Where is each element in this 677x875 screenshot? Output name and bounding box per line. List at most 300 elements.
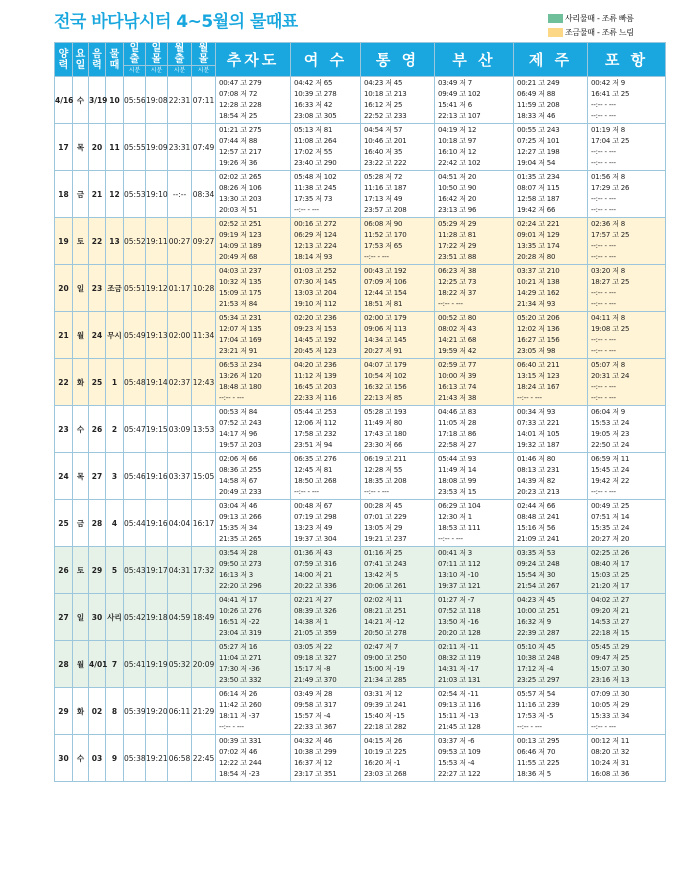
cell-moonrise: 01:17 bbox=[168, 265, 192, 312]
tide-cell bbox=[588, 312, 666, 359]
tide-entry: 17:53 저 -5 bbox=[517, 712, 554, 720]
tide-entry: 17:53 저 65 bbox=[364, 242, 403, 250]
port-header: 여 수 bbox=[291, 43, 361, 77]
tide-entry: 03:05 저 22 bbox=[294, 643, 333, 651]
tide-entry: 18:22 저 37 bbox=[438, 289, 477, 297]
tide-entry: 00:48 저 67 bbox=[294, 502, 333, 510]
tide-entry: 00:42 저 9 bbox=[591, 79, 626, 87]
tide-entry: --:-- - --- bbox=[591, 289, 616, 297]
tide-entry: 04:07 고 179 bbox=[364, 361, 407, 369]
tide-entry: 22:52 고 233 bbox=[364, 112, 407, 120]
tide-entry: 06:29 저 124 bbox=[294, 231, 337, 239]
tide-entry: 22:20 고 296 bbox=[219, 582, 262, 590]
tide-cell bbox=[291, 735, 361, 782]
unit-label: 시분 bbox=[146, 66, 168, 77]
tide-cell bbox=[514, 406, 588, 453]
tide-entry: 03:49 저 7 bbox=[438, 79, 473, 87]
tide-entry: 09:24 고 248 bbox=[517, 560, 560, 568]
cell-sunset: 19:16 bbox=[146, 453, 168, 500]
cell-moonrise: 06:58 bbox=[168, 735, 192, 782]
tide-entry: 15:41 저 6 bbox=[438, 101, 473, 109]
cell-lunar: 24 bbox=[89, 312, 106, 359]
tide-entry: --:-- - --- bbox=[591, 253, 616, 261]
tide-entry: 15:40 저 -15 bbox=[364, 712, 405, 720]
tide-entry: 02:47 저 7 bbox=[364, 643, 399, 651]
tide-entry: 13:35 고 174 bbox=[517, 242, 560, 250]
tide-entry: 10:00 저 39 bbox=[438, 372, 477, 380]
tide-entry: 13:23 저 49 bbox=[294, 524, 333, 532]
tide-entry: 13:15 저 123 bbox=[517, 372, 560, 380]
tide-entry: 21:45 고 128 bbox=[438, 723, 481, 731]
tide-cell bbox=[291, 359, 361, 406]
tide-entry: 07:52 고 118 bbox=[438, 607, 481, 615]
tide-entry: 17:02 저 55 bbox=[294, 148, 333, 156]
cell-solar: 29 bbox=[55, 688, 73, 735]
tide-entry: 23:50 고 332 bbox=[219, 676, 262, 684]
tide-cell bbox=[216, 641, 291, 688]
tide-entry: 09:23 저 153 bbox=[294, 325, 337, 333]
cell-sunset: 19:08 bbox=[146, 77, 168, 124]
tide-cell bbox=[435, 453, 514, 500]
tide-cell bbox=[588, 688, 666, 735]
tide-entry: 11:49 저 80 bbox=[364, 419, 403, 427]
cell-lunar: 23 bbox=[89, 265, 106, 312]
tide-entry: 04:03 고 237 bbox=[219, 267, 262, 275]
unit-label: 시분 bbox=[124, 66, 146, 77]
port-header: 부 산 bbox=[435, 43, 514, 77]
tide-entry: 14:31 저 -17 bbox=[438, 665, 479, 673]
tide-cell bbox=[361, 500, 435, 547]
tide-entry: 12:45 저 81 bbox=[294, 466, 333, 474]
tide-cell bbox=[588, 77, 666, 124]
cell-solar: 24 bbox=[55, 453, 73, 500]
tide-entry: 00:28 저 45 bbox=[364, 502, 403, 510]
tide-entry: --:-- - --- bbox=[219, 394, 244, 402]
tide-entry: 16:13 저 3 bbox=[219, 571, 254, 579]
tide-entry: 09:49 고 102 bbox=[438, 90, 481, 98]
cell-moonset: 15:05 bbox=[192, 453, 216, 500]
port-header: 제 주 bbox=[514, 43, 588, 77]
cell-lunar: 22 bbox=[89, 218, 106, 265]
tide-entry: 14:39 저 82 bbox=[517, 477, 556, 485]
tide-entry: 23:57 고 208 bbox=[364, 206, 407, 214]
column-header-char: 몰 bbox=[151, 54, 162, 65]
tide-entry: 16:42 저 20 bbox=[438, 195, 477, 203]
tide-entry: --:-- - --- bbox=[591, 101, 616, 109]
tide-entry: 05:34 고 231 bbox=[219, 314, 262, 322]
cell-solar: 25 bbox=[55, 500, 73, 547]
tide-entry: 00:12 저 11 bbox=[591, 737, 630, 745]
tide-entry: 16:13 고 74 bbox=[438, 383, 477, 391]
cell-moonset: 18:49 bbox=[192, 594, 216, 641]
header-row bbox=[55, 43, 666, 66]
tide-entry: 19:10 저 112 bbox=[294, 300, 337, 308]
tide-entry: 08:02 저 43 bbox=[438, 325, 477, 333]
tide-cell bbox=[435, 218, 514, 265]
tide-entry: 15:17 저 -8 bbox=[294, 665, 331, 673]
legend-neap-tide bbox=[548, 27, 670, 38]
tide-cell bbox=[435, 171, 514, 218]
tide-entry: 12:02 저 136 bbox=[517, 325, 560, 333]
cell-sunrise: 05:43 bbox=[124, 547, 146, 594]
tide-entry: 21:49 고 370 bbox=[294, 676, 337, 684]
tide-entry: 13:50 저 -16 bbox=[438, 618, 479, 626]
tide-entry: 15:09 고 175 bbox=[219, 289, 262, 297]
tide-entry: 00:13 고 295 bbox=[517, 737, 560, 745]
cell-mul: 13 bbox=[106, 218, 124, 265]
tide-entry: 05:13 저 81 bbox=[294, 126, 333, 134]
tide-entry: 11:42 고 260 bbox=[219, 701, 262, 709]
tide-cell bbox=[514, 171, 588, 218]
tide-entry: 23:25 고 297 bbox=[517, 676, 560, 684]
tide-cell bbox=[514, 735, 588, 782]
tide-entry: 20:22 고 336 bbox=[294, 582, 337, 590]
legend-label: 사리물때 - 조류 빠름 bbox=[565, 14, 634, 23]
tide-entry: 00:55 고 243 bbox=[517, 126, 560, 134]
column-header-char: 출 bbox=[129, 54, 140, 65]
tide-cell bbox=[291, 171, 361, 218]
cell-sunrise: 05:42 bbox=[124, 594, 146, 641]
tide-entry: 09:50 고 273 bbox=[219, 560, 262, 568]
tide-entry: --:-- - --- bbox=[438, 300, 463, 308]
tide-cell bbox=[588, 641, 666, 688]
tide-entry: --:-- - --- bbox=[438, 535, 463, 543]
tide-cell bbox=[514, 453, 588, 500]
tide-entry: 14:00 저 21 bbox=[294, 571, 333, 579]
tide-entry: 04:23 저 45 bbox=[364, 79, 403, 87]
cell-moonset: 08:34 bbox=[192, 171, 216, 218]
tide-entry: 20:03 저 51 bbox=[219, 206, 258, 214]
tide-entry: 07:44 저 88 bbox=[219, 137, 258, 145]
tide-entry: 10:39 고 278 bbox=[294, 90, 337, 98]
unit-label: 시분 bbox=[192, 66, 216, 77]
column-header-char: 력 bbox=[92, 59, 102, 71]
cell-weekday: 월 bbox=[73, 312, 89, 359]
tide-entry: 06:49 저 88 bbox=[517, 90, 556, 98]
tide-entry: 19:57 고 203 bbox=[219, 441, 262, 449]
cell-moonrise: 22:31 bbox=[168, 77, 192, 124]
tide-entry: 23:51 고 88 bbox=[438, 253, 477, 261]
tide-cell bbox=[361, 688, 435, 735]
cell-solar: 21 bbox=[55, 312, 73, 359]
tide-entry: 02:54 저 -11 bbox=[438, 690, 479, 698]
tide-entry: 23:08 고 305 bbox=[294, 112, 337, 120]
tide-entry: 05:44 고 93 bbox=[438, 455, 477, 463]
tide-entry: 22:33 고 367 bbox=[294, 723, 337, 731]
tide-entry: 16:51 저 -22 bbox=[219, 618, 260, 626]
tide-entry: 23:22 고 222 bbox=[364, 159, 407, 167]
tide-entry: 16:27 고 156 bbox=[517, 336, 560, 344]
tide-entry: 13:26 저 120 bbox=[219, 372, 262, 380]
cell-solar: 26 bbox=[55, 547, 73, 594]
cell-sunset: 19:16 bbox=[146, 500, 168, 547]
tide-cell bbox=[216, 453, 291, 500]
cell-sunset: 19:12 bbox=[146, 265, 168, 312]
tide-entry: 01:35 고 234 bbox=[517, 173, 560, 181]
tide-entry: 03:49 저 28 bbox=[294, 690, 333, 698]
tide-entry: 11:12 저 139 bbox=[294, 372, 337, 380]
tide-entry: 12:57 고 217 bbox=[219, 148, 262, 156]
tide-entry: 09:01 저 129 bbox=[517, 231, 560, 239]
tide-entry: --:-- - --- bbox=[591, 195, 616, 203]
column-header-char: 물 bbox=[109, 48, 120, 60]
cell-moonset: 21:29 bbox=[192, 688, 216, 735]
cell-sunrise: 05:39 bbox=[124, 688, 146, 735]
tide-entry: 09:19 저 123 bbox=[219, 231, 262, 239]
tide-cell bbox=[361, 594, 435, 641]
tide-entry: 15:53 고 24 bbox=[591, 419, 630, 427]
tide-entry: 05:28 고 193 bbox=[364, 408, 407, 416]
tide-entry: 07:59 고 316 bbox=[294, 560, 337, 568]
tide-entry: 20:31 고 24 bbox=[591, 372, 630, 380]
tide-cell bbox=[435, 500, 514, 547]
tide-entry: 06:08 저 90 bbox=[364, 220, 403, 228]
cell-sunrise: 05:44 bbox=[124, 500, 146, 547]
table-row bbox=[55, 688, 666, 735]
tide-cell bbox=[435, 359, 514, 406]
tide-cell bbox=[514, 218, 588, 265]
tide-entry: --:-- - --- bbox=[517, 394, 542, 402]
tide-entry: 04:42 저 65 bbox=[294, 79, 333, 87]
tide-entry: 06:46 저 70 bbox=[517, 748, 556, 756]
cell-moonset: 07:11 bbox=[192, 77, 216, 124]
tide-entry: 02:25 고 26 bbox=[591, 549, 630, 557]
cell-moonrise: 00:27 bbox=[168, 218, 192, 265]
tide-cell bbox=[514, 359, 588, 406]
tide-entry: 13:30 고 203 bbox=[219, 195, 262, 203]
tide-cell bbox=[291, 265, 361, 312]
tide-entry: 11:04 고 271 bbox=[219, 654, 262, 662]
tide-entry: 03:37 고 210 bbox=[517, 267, 560, 275]
tide-entry: 18:24 고 167 bbox=[517, 383, 560, 391]
tide-entry: 07:51 저 14 bbox=[591, 513, 630, 521]
cell-weekday: 화 bbox=[73, 688, 89, 735]
cell-lunar: 20 bbox=[89, 124, 106, 171]
tide-entry: 17:57 고 25 bbox=[591, 231, 630, 239]
tide-entry: 08:26 저 106 bbox=[219, 184, 262, 192]
tide-entry: 16:40 저 35 bbox=[364, 148, 403, 156]
tide-entry: 04:02 고 27 bbox=[591, 596, 630, 604]
tide-entry: 06:23 저 38 bbox=[438, 267, 477, 275]
tide-entry: 22:58 저 27 bbox=[438, 441, 477, 449]
cell-sunrise: 05:52 bbox=[124, 218, 146, 265]
tide-cell bbox=[361, 312, 435, 359]
tide-entry: 23:03 고 268 bbox=[364, 770, 407, 778]
tide-entry: 00:53 저 84 bbox=[219, 408, 258, 416]
tide-entry: 19:42 저 66 bbox=[517, 206, 556, 214]
tide-entry: 01:36 저 43 bbox=[294, 549, 333, 557]
tide-entry: 05:48 저 102 bbox=[294, 173, 337, 181]
tide-cell bbox=[514, 500, 588, 547]
tide-entry: 23:53 저 15 bbox=[438, 488, 477, 496]
tide-entry: 08:07 저 115 bbox=[517, 184, 560, 192]
tide-entry: 21:03 고 131 bbox=[438, 676, 481, 684]
cell-mul: 조금 bbox=[106, 265, 124, 312]
cell-moonrise: --:-- bbox=[168, 171, 192, 218]
tide-cell bbox=[588, 265, 666, 312]
tide-entry: 16:32 저 9 bbox=[517, 618, 552, 626]
tide-entry: 05:44 고 253 bbox=[294, 408, 337, 416]
tide-entry: 07:02 저 46 bbox=[219, 748, 258, 756]
tide-entry: 18:27 고 25 bbox=[591, 278, 630, 286]
cell-sunrise: 05:41 bbox=[124, 641, 146, 688]
tide-entry: 02:52 고 251 bbox=[219, 220, 262, 228]
tide-entry: 19:42 저 22 bbox=[591, 477, 630, 485]
tide-cell bbox=[361, 359, 435, 406]
tide-entry: 16:45 고 203 bbox=[294, 383, 337, 391]
tide-entry: 14:01 저 105 bbox=[517, 430, 560, 438]
tide-cell bbox=[216, 312, 291, 359]
tide-entry: 23:40 고 290 bbox=[294, 159, 337, 167]
cell-weekday: 일 bbox=[73, 265, 89, 312]
tide-entry: 11:08 고 264 bbox=[294, 137, 337, 145]
tide-entry: 02:02 고 265 bbox=[219, 173, 262, 181]
tide-entry: 15:16 저 56 bbox=[517, 524, 556, 532]
cell-lunar: 4/01 bbox=[89, 641, 106, 688]
tide-entry: 02:36 저 8 bbox=[591, 220, 626, 228]
cell-sunrise: 05:47 bbox=[124, 406, 146, 453]
tide-entry: 12:25 고 73 bbox=[438, 278, 477, 286]
table-row bbox=[55, 547, 666, 594]
tide-entry: 07:33 고 221 bbox=[517, 419, 560, 427]
cell-sunrise: 05:46 bbox=[124, 453, 146, 500]
column-header bbox=[89, 43, 106, 77]
cell-moonrise: 05:32 bbox=[168, 641, 192, 688]
tide-entry: 07:52 고 243 bbox=[219, 419, 262, 427]
tide-entry: 21:54 고 267 bbox=[517, 582, 560, 590]
tide-entry: 23:17 고 351 bbox=[294, 770, 337, 778]
tide-cell bbox=[291, 312, 361, 359]
tide-entry: 15:07 고 30 bbox=[591, 665, 630, 673]
tide-entry: 11:28 고 81 bbox=[438, 231, 477, 239]
tide-entry: 12:13 고 224 bbox=[294, 242, 337, 250]
tide-cell bbox=[361, 641, 435, 688]
cell-lunar: 3/19 bbox=[89, 77, 106, 124]
tide-entry: 10:54 저 102 bbox=[364, 372, 407, 380]
tide-cell bbox=[435, 735, 514, 782]
tide-entry: --:-- - --- bbox=[364, 488, 389, 496]
tide-entry: 13:42 저 5 bbox=[364, 571, 399, 579]
column-header-char: 출 bbox=[174, 54, 185, 65]
tide-entry: --:-- - --- bbox=[591, 242, 616, 250]
tide-entry: 21:09 고 241 bbox=[517, 535, 560, 543]
tide-entry: 08:39 고 326 bbox=[294, 607, 337, 615]
tide-entry: 23:30 저 66 bbox=[364, 441, 403, 449]
cell-solar: 30 bbox=[55, 735, 73, 782]
tide-entry: 07:25 저 101 bbox=[517, 137, 560, 145]
tide-entry: 17:18 고 86 bbox=[438, 430, 477, 438]
tide-entry: 11:16 고 187 bbox=[364, 184, 407, 192]
tide-entry: 18:48 고 180 bbox=[219, 383, 262, 391]
cell-weekday: 토 bbox=[73, 547, 89, 594]
tide-entry: 01:21 고 275 bbox=[219, 126, 262, 134]
cell-moonset: 11:34 bbox=[192, 312, 216, 359]
tide-cell bbox=[588, 453, 666, 500]
tide-entry: 21:34 저 93 bbox=[517, 300, 556, 308]
tide-cell bbox=[435, 312, 514, 359]
cell-mul: 7 bbox=[106, 641, 124, 688]
cell-weekday: 수 bbox=[73, 406, 89, 453]
tide-cell bbox=[514, 688, 588, 735]
tide-entry: 11:55 고 225 bbox=[517, 759, 560, 767]
tide-entry: 00:49 고 25 bbox=[591, 502, 630, 510]
tide-cell bbox=[514, 265, 588, 312]
cell-moonset: 07:49 bbox=[192, 124, 216, 171]
tide-entry: 07:30 저 145 bbox=[294, 278, 337, 286]
column-header-char: 력 bbox=[58, 59, 69, 71]
tide-cell bbox=[514, 594, 588, 641]
tide-entry: 04:19 저 12 bbox=[438, 126, 477, 134]
tide-cell bbox=[435, 265, 514, 312]
column-header-char: 때 bbox=[109, 59, 120, 71]
tide-entry: 14:45 고 192 bbox=[294, 336, 337, 344]
tide-entry: 08:20 고 32 bbox=[591, 748, 630, 756]
column-header bbox=[168, 43, 192, 66]
tide-entry: 18:54 저 -23 bbox=[219, 770, 260, 778]
tide-entry: 02:59 고 77 bbox=[438, 361, 477, 369]
cell-lunar: 26 bbox=[89, 406, 106, 453]
cell-sunset: 19:20 bbox=[146, 688, 168, 735]
cell-moonset: 09:27 bbox=[192, 218, 216, 265]
tide-entry: 10:46 고 201 bbox=[364, 137, 407, 145]
tide-entry: 19:32 고 187 bbox=[517, 441, 560, 449]
column-header-char: 일 bbox=[129, 43, 140, 54]
tide-cell bbox=[216, 735, 291, 782]
tide-entry: 14:58 저 67 bbox=[219, 477, 258, 485]
tide-entry: 20:49 고 233 bbox=[219, 488, 262, 496]
tide-entry: 04:32 저 46 bbox=[294, 737, 333, 745]
tide-cell bbox=[361, 453, 435, 500]
tide-entry: 11:38 고 245 bbox=[294, 184, 337, 192]
tide-entry: 20:28 저 80 bbox=[517, 253, 556, 261]
tide-entry: 11:05 저 28 bbox=[438, 419, 477, 427]
cell-sunrise: 05:56 bbox=[124, 77, 146, 124]
tide-entry: 10:50 고 90 bbox=[438, 184, 477, 192]
cell-solar: 19 bbox=[55, 218, 73, 265]
tide-cell bbox=[435, 688, 514, 735]
column-header bbox=[73, 43, 89, 77]
cell-sunset: 19:18 bbox=[146, 594, 168, 641]
tide-entry: 06:04 저 9 bbox=[591, 408, 626, 416]
tide-entry: 15:57 저 -4 bbox=[294, 712, 331, 720]
tide-cell bbox=[588, 594, 666, 641]
tide-entry: 17:58 고 232 bbox=[294, 430, 337, 438]
port-header: 추자도 bbox=[216, 43, 291, 77]
tide-entry: --:-- - --- bbox=[517, 723, 542, 731]
tide-entry: 19:26 저 36 bbox=[219, 159, 258, 167]
tide-entry: 09:18 고 327 bbox=[294, 654, 337, 662]
cell-sunrise: 05:55 bbox=[124, 124, 146, 171]
tide-entry: 21:43 저 38 bbox=[438, 394, 477, 402]
tide-cell bbox=[216, 124, 291, 171]
tide-entry: 20:27 저 91 bbox=[364, 347, 403, 355]
tide-entry: 02:00 고 179 bbox=[364, 314, 407, 322]
cell-sunset: 19:21 bbox=[146, 735, 168, 782]
tide-entry: 16:37 저 12 bbox=[294, 759, 333, 767]
tide-entry: 11:49 저 14 bbox=[438, 466, 477, 474]
cell-lunar: 03 bbox=[89, 735, 106, 782]
tide-cell bbox=[216, 265, 291, 312]
tide-entry: 03:35 저 53 bbox=[517, 549, 556, 557]
tide-entry: 00:41 저 3 bbox=[438, 549, 473, 557]
tide-entry: 04:15 저 26 bbox=[364, 737, 403, 745]
cell-weekday: 토 bbox=[73, 218, 89, 265]
legend-spring-tide bbox=[548, 13, 670, 24]
table-row bbox=[55, 265, 666, 312]
column-header-char: 월 bbox=[198, 43, 209, 54]
tide-entry: 23:13 고 96 bbox=[438, 206, 477, 214]
tide-entry: 03:54 저 28 bbox=[219, 549, 258, 557]
